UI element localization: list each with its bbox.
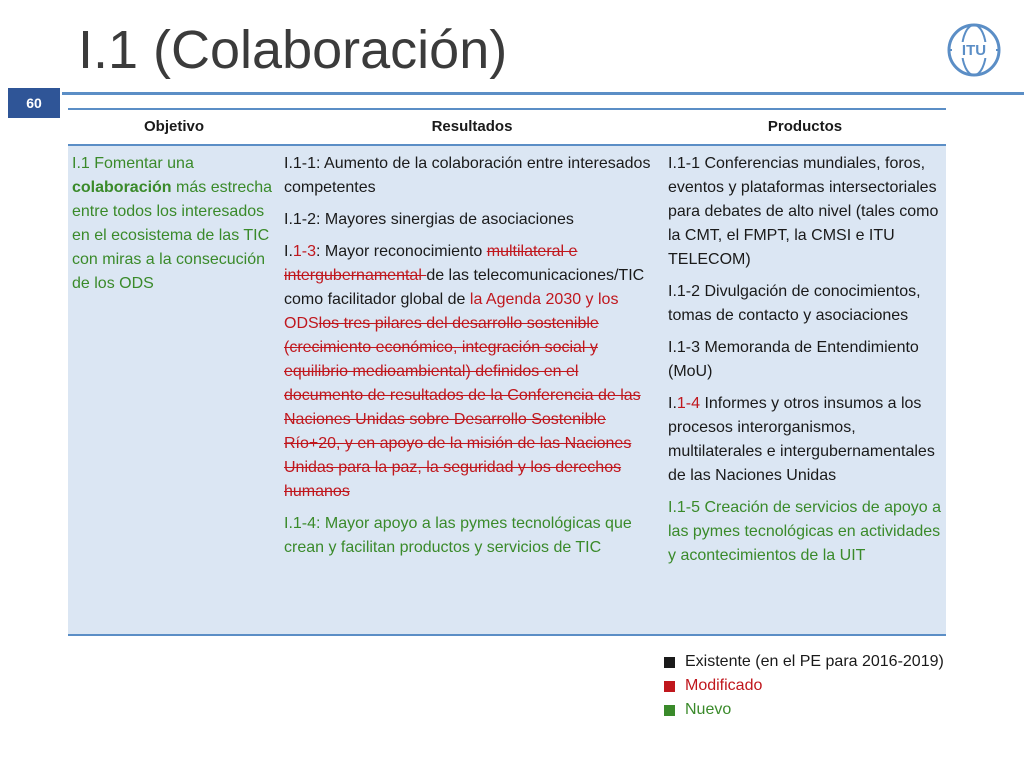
page-number-badge: 60 (8, 88, 60, 118)
result-3-deleted-2: los tres pilares del desarrollo sostenible (crecimiento económico, integración social y equilibrio medioambiental) definidos en el documento de resultados de la Conferencia de las Naciones Unidas sobre Desarrollo Sostenible Río+20, y en apoyo de la misión de las Naciones Unidas para la paz, la seguridad y los derechos humanos (284, 315, 641, 500)
logo-text: ITU (961, 42, 987, 59)
legend-item-new (664, 698, 944, 722)
legend-square-icon (664, 681, 675, 692)
result-3-added: la Agenda 2030 y los ODS (284, 291, 619, 332)
legend-label: Existente (en el PE para 2016-2019) (685, 653, 944, 670)
product-2: I.1-2 Divulgación de conocimientos, tomas de contacto y asociaciones (668, 283, 921, 324)
itu-logo (946, 22, 1002, 78)
results-cell (280, 146, 664, 634)
legend-square-icon (664, 705, 675, 716)
result-3-deleted-1: multilateral e intergubernamental (284, 243, 578, 284)
legend-item-modified (664, 674, 944, 698)
table-body-row (68, 146, 946, 636)
result-3 (284, 240, 660, 504)
product-4-c: Informes y otros insumos a los procesos interorganismos, multilaterales e intergubernamentales de las Naciones Unidas (668, 395, 935, 484)
result-3-c: : Mayor reconocimiento (316, 243, 487, 260)
legend-item-existing (664, 650, 944, 674)
objectives-table (68, 108, 946, 636)
legend-label: Nuevo (685, 701, 732, 718)
header-objetivo: Objetivo (143, 118, 204, 135)
title-rule (62, 92, 1024, 95)
product-4 (668, 392, 942, 488)
legend (664, 650, 944, 722)
result-1: I.1-1: Aumento de la colaboración entre interesados competentes (284, 155, 651, 196)
objective-cell (68, 146, 280, 634)
objective-bold: colaboración (72, 179, 172, 196)
result-3-modified-number: 1-3 (292, 243, 317, 260)
product-4-modified-number: 1-4 (676, 395, 701, 412)
result-3-a: I. (284, 243, 293, 260)
product-3: I.1-3 Memoranda de Entendimiento (MoU) (668, 339, 919, 380)
objective-suffix: más estrecha entre todos los interesados en el ecosistema de las TIC con miras a la consecución de los ODS (72, 179, 273, 292)
header-resultados: Resultados (431, 118, 513, 135)
products-cell (664, 146, 946, 634)
product-5: I.1-5 Creación de servicios de apoyo a las pymes tecnológicas en actividades y acontecimientos de la UIT (668, 499, 942, 564)
product-4-a: I. (668, 395, 677, 412)
result-4: I.1-4: Mayor apoyo a las pymes tecnológicas que crean y facilitan productos y servicios de TIC (284, 515, 632, 556)
product-1: I.1-1 Conferencias mundiales, foros, eventos y plataformas intersectoriales para debates de alto nivel (tales como la CMT, el FMPT, la CMSI e ITU TELECOM) (668, 155, 939, 268)
slide-title: I.1 (Colaboración) (78, 20, 508, 80)
legend-square-icon (664, 657, 675, 668)
result-3-e: de las telecomunicaciones/TIC como facilitador global de (284, 267, 645, 308)
header-productos: Productos (767, 118, 843, 135)
result-2: I.1-2: Mayores sinergias de asociaciones (284, 211, 574, 228)
objective-prefix: I.1 Fomentar una (72, 155, 194, 172)
table-header-row (68, 108, 946, 146)
objective-text (72, 152, 276, 296)
legend-label: Modificado (685, 677, 763, 694)
